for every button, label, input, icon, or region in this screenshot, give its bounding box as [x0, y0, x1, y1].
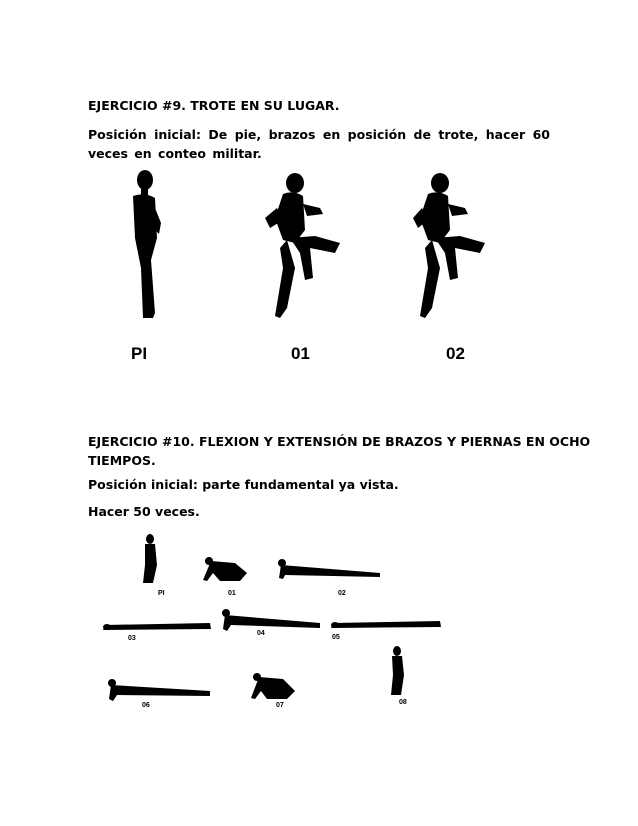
ex10-label-02: 02	[338, 590, 346, 597]
ex10-title-line2: TIEMPOS.	[88, 453, 156, 468]
running-silhouette-02	[413, 173, 485, 318]
ex9-title: EJERCICIO #9. TROTE EN SU LUGAR.	[88, 98, 340, 113]
ex9-label-01: 01	[291, 344, 310, 363]
pose-01	[203, 557, 247, 581]
pose-07	[251, 673, 295, 699]
ex10-title-line1: EJERCICIO #10. FLEXION Y EXTENSIÓN DE BRAZOS Y PIERNAS EN OCHO	[88, 434, 591, 449]
ex10-label-03: 03	[128, 635, 136, 642]
ex10-label-07: 07	[276, 702, 284, 709]
ex10-label-01: 01	[228, 590, 236, 597]
running-silhouette-01	[265, 173, 340, 318]
ex9-label-pi: PI	[131, 344, 148, 363]
pose-02	[278, 559, 380, 579]
ex10-label-08: 08	[399, 699, 407, 706]
ex9-figure	[115, 168, 495, 368]
pose-08	[391, 646, 404, 695]
ex10-label-05: 05	[332, 634, 340, 641]
pose-06	[108, 679, 210, 701]
pose-05	[331, 621, 441, 628]
ex10-figure	[95, 525, 455, 715]
ex10-label-pi: PI	[158, 590, 165, 597]
ex10-label-06: 06	[142, 702, 150, 709]
ex10-label-04: 04	[257, 630, 265, 637]
standing-silhouette	[133, 170, 161, 318]
ex9-label-02: 02	[446, 344, 465, 363]
ex9-description: Posición inicial: De pie, brazos en posición de trote, hacer 60 veces en conteo militar.	[88, 127, 550, 161]
ex10-reps: Hacer 50 veces.	[88, 504, 200, 519]
pose-04	[222, 609, 320, 631]
pose-pi	[143, 534, 157, 583]
pose-03	[103, 623, 211, 630]
ex10-start: Posición inicial: parte fundamental ya vista.	[88, 477, 399, 492]
